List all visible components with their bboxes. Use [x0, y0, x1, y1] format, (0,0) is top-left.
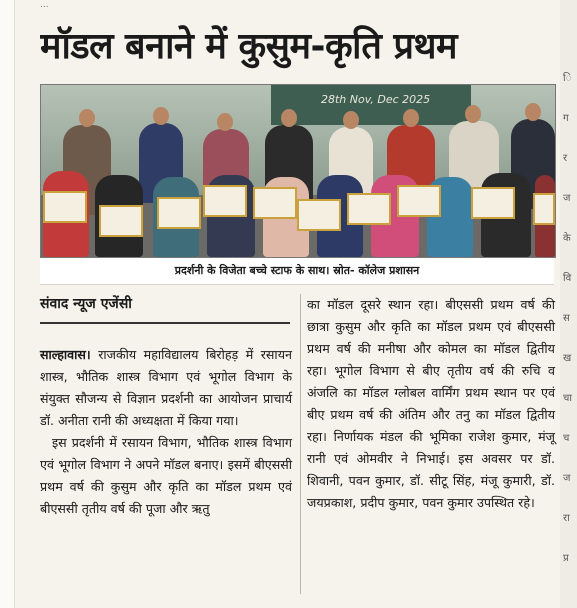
edge-glyph: रा	[563, 513, 570, 524]
photo-head	[217, 113, 233, 131]
edge-glyph: के	[563, 233, 571, 244]
paragraph: का मॉडल दूसरे स्थान रहा। बीएससी प्रथम वर्ष की छात्रा कुसुम और कृति का मॉडल प्रथम एवं बीएससी प्रथम वर्ष की मनीषा और कोमल का मॉडल द्वितीय रहा। भूगोल विभाग से बीए तृतीय वर्ष की रुचि व अंजलि का मॉडल ग्लोबल वार्मिंग प्रथम स्थान पर एवं बीए प्रथम वर्ष की अंतिम और तनु का मॉडल द्वितीय रहा। निर्णायक मंडल की भूमिका राजेश कुमार, मंजू रानी एवं ओमवीर ने निभाई। इस अवसर पर डॉ. शिवानी, पवन कुमार, डॉ. सीटू सिंह, मंजू कुमारी, डॉ. जयप्रकाश, प्रदीप कुमार, पवन कुमार उपस्थित रहे।	[307, 297, 555, 510]
edge-glyph: चा	[563, 393, 572, 404]
article-photo	[40, 84, 556, 258]
edge-glyph: ज	[563, 473, 571, 484]
certificate	[471, 187, 515, 219]
page-margin	[0, 0, 15, 608]
top-strip-text: ...	[40, 0, 49, 10]
edge-glyph: वि	[563, 273, 572, 284]
photo-caption: प्रदर्शनी के विजेता बच्चे स्टाफ के साथ। स्रोत- कॉलेज प्रशासन	[40, 258, 554, 285]
photo-head	[465, 105, 481, 123]
photo-board-text: 28th Nov, Dec 2025	[321, 93, 431, 106]
photo-head	[525, 103, 541, 121]
byline: संवाद न्यूज एजेंसी	[40, 296, 132, 312]
photo-head	[79, 109, 95, 127]
certificate	[253, 187, 297, 219]
certificate	[99, 205, 143, 237]
column-divider	[300, 294, 301, 594]
photo-head	[281, 109, 297, 127]
certificate	[203, 185, 247, 217]
dateline: साल्हावास।	[40, 347, 91, 362]
paragraph-text: राजकीय महाविद्यालय बिरोहड़ में रसायन शास्त्र, भौतिक शास्त्र विभाग एवं भूगोल विभाग के संयुक्त सौजन्य से विज्ञान प्रदर्शनी का आयोजन प्राचार्य डॉ. अनीता रानी की अध्यक्षता में किया गया।	[40, 347, 292, 428]
photo-head	[403, 109, 419, 127]
article-column-1	[40, 344, 292, 520]
certificate	[157, 197, 201, 229]
edge-glyph: ज	[563, 193, 571, 204]
photo-head	[153, 107, 169, 125]
edge-glyph: र	[563, 153, 568, 164]
photo-head	[343, 111, 359, 129]
paragraph	[40, 344, 292, 432]
article-headline: मॉडल बनाने में कुसुम-कृति प्रथम	[40, 26, 457, 67]
edge-glyph: प्र	[563, 553, 569, 564]
edge-glyph: च	[563, 433, 570, 444]
edge-glyph: स	[563, 313, 570, 324]
certificate	[533, 193, 555, 225]
certificate	[397, 185, 441, 217]
edge-glyph: ग	[563, 113, 569, 124]
certificate	[347, 193, 391, 225]
edge-glyph: ि	[563, 73, 572, 84]
certificate	[297, 199, 341, 231]
article-column-2	[307, 294, 555, 514]
certificate	[43, 191, 87, 223]
byline-divider	[40, 322, 290, 324]
paragraph: इस प्रदर्शनी में रसायन विभाग, भौतिक शास्त्र विभाग एवं भूगोल विभाग ने अपने मॉडल बनाए। इसमें बीएससी प्रथम वर्ष की कुसुम और कृति का मॉडल प्रथम एवं बीएससी तृतीय वर्ष की पूजा और ऋतु	[40, 435, 292, 516]
edge-glyph: ख	[563, 353, 572, 364]
